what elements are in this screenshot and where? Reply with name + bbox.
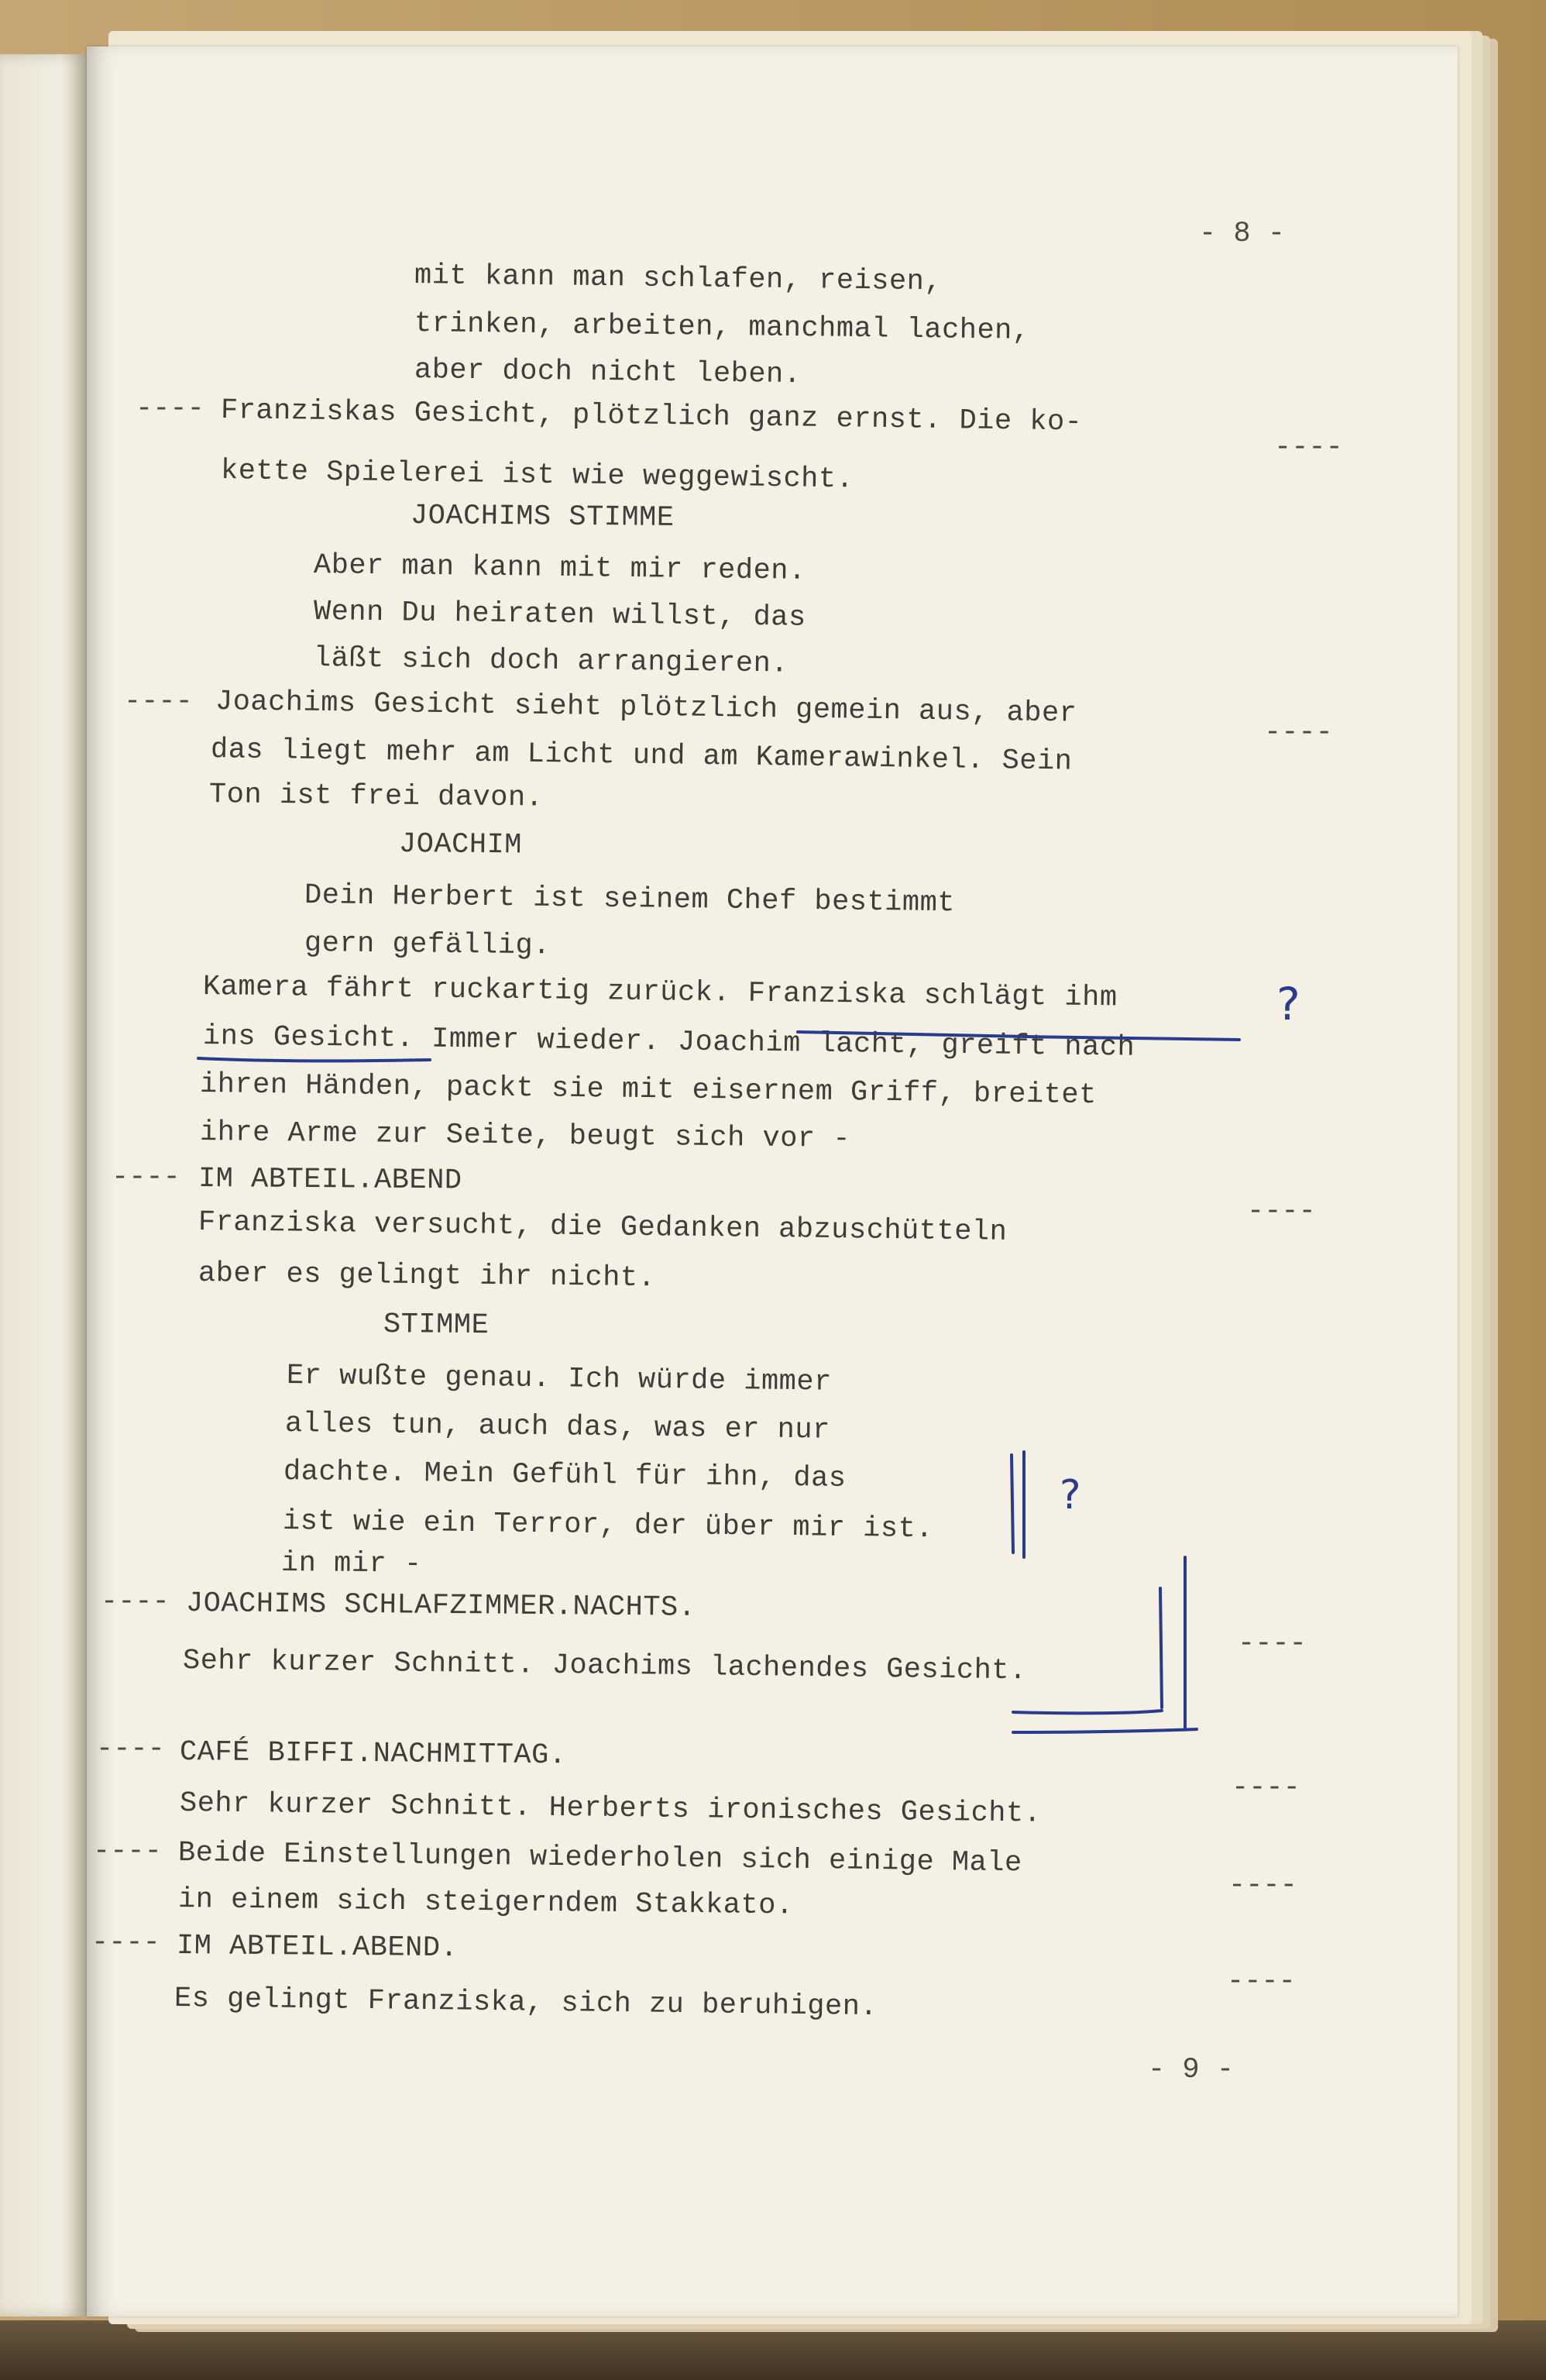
left-dash-mark: ---- bbox=[91, 1927, 160, 1959]
text-line: ins Gesicht. Immer wieder. Joachim lacht, greift nach bbox=[202, 1020, 1135, 1064]
scene-heading: IM ABTEIL.ABEND. bbox=[176, 1930, 459, 1966]
text-line: Dein Herbert ist seinem Chef bestimmt bbox=[304, 879, 956, 920]
text-line: alles tun, auch das, was er nur bbox=[284, 1408, 831, 1447]
text-line: in mir - bbox=[280, 1547, 422, 1581]
page-number-top: - 8 - bbox=[1199, 218, 1286, 250]
scene-heading: CAFÉ BIFFI.NACHMITTAG. bbox=[179, 1736, 567, 1773]
question-mark-annotation: ? bbox=[1276, 978, 1300, 1030]
text-line: ihren Händen, packt sie mit eisernem Griff, breitet bbox=[199, 1068, 1098, 1113]
text-line: Es gelingt Franziska, sich zu beruhigen. bbox=[173, 1983, 878, 2024]
scan-bottom-edge bbox=[0, 2320, 1546, 2380]
left-dash-mark: ---- bbox=[93, 1835, 162, 1868]
text-line: gern gefällig. bbox=[304, 927, 551, 963]
scene-heading: IM ABTEIL.ABEND bbox=[198, 1163, 462, 1198]
text-line: Joachims Gesicht sieht plötzlich gemein aus, aber bbox=[215, 686, 1077, 731]
left-dash-mark: ---- bbox=[96, 1733, 165, 1766]
text-line: Beide Einstellungen wiederholen sich einige Male bbox=[177, 1837, 1022, 1880]
text-line: Kamera fährt ruckartig zurück. Franziska schlägt ihm bbox=[202, 971, 1118, 1015]
text-line: kette Spielerei ist wie weggewischt. bbox=[220, 455, 854, 497]
scene-heading: JOACHIMS SCHLAFZIMMER.NACHTS. bbox=[185, 1587, 696, 1625]
right-dash-mark: ---- bbox=[1228, 1869, 1297, 1902]
left-dash-mark: ---- bbox=[112, 1161, 180, 1194]
text-line: Aber man kann mit mir reden. bbox=[313, 549, 806, 588]
text-line: Franziska versucht, die Gedanken abzuschütteln bbox=[198, 1206, 1008, 1249]
right-dash-mark: ---- bbox=[1247, 1195, 1316, 1228]
right-dash-mark: ---- bbox=[1232, 1772, 1300, 1804]
right-dash-mark: ---- bbox=[1274, 432, 1343, 464]
right-dash-mark: ---- bbox=[1238, 1628, 1307, 1660]
left-dash-mark: ---- bbox=[124, 686, 193, 718]
speaker-heading: JOACHIMS STIMME bbox=[410, 500, 675, 535]
speaker-heading: JOACHIM bbox=[398, 828, 523, 862]
text-line: ist wie ein Terror, der über mir ist. bbox=[282, 1505, 934, 1546]
text-line: aber doch nicht leben. bbox=[414, 354, 802, 392]
text-line: Er wußte genau. Ich würde immer bbox=[286, 1360, 833, 1399]
page-number-bottom: - 9 - bbox=[1148, 2054, 1235, 2086]
text-line: trinken, arbeiten, manchmal lachen, bbox=[414, 308, 1030, 348]
question-mark-annotation: ? bbox=[1060, 1472, 1081, 1518]
text-line: mit kann man schlafen, reisen, bbox=[414, 260, 943, 299]
right-dash-mark: ---- bbox=[1227, 1966, 1296, 1998]
text-line: das liegt mehr am Licht und am Kamerawinkel. Sein bbox=[210, 734, 1073, 779]
text-line: aber es gelingt ihr nicht. bbox=[198, 1257, 656, 1295]
left-dash-mark: ---- bbox=[136, 393, 204, 425]
left-page-edge bbox=[0, 54, 87, 2316]
text-line: Sehr kurzer Schnitt. Herberts ironisches Gesicht. bbox=[179, 1787, 1042, 1831]
left-dash-mark: ---- bbox=[101, 1586, 170, 1618]
text-line: dachte. Mein Gefühl für ihn, das bbox=[283, 1456, 847, 1495]
text-line: Wenn Du heiraten willst, das bbox=[313, 596, 806, 635]
text-line: in einem sich steigerndem Stakkato. bbox=[177, 1883, 794, 1923]
right-dash-mark: ---- bbox=[1264, 717, 1333, 749]
speaker-heading: STIMME bbox=[383, 1309, 490, 1343]
text-line: Ton ist frei davon. bbox=[208, 779, 544, 815]
text-line: Franziskas Gesicht, plötzlich ganz ernst. Die ko- bbox=[220, 394, 1083, 439]
text-line: Sehr kurzer Schnitt. Joachims lachendes Gesicht. bbox=[182, 1645, 1027, 1688]
text-line: ihre Arme zur Seite, beugt sich vor - bbox=[199, 1116, 851, 1156]
text-line: läßt sich doch arrangieren. bbox=[313, 642, 789, 681]
